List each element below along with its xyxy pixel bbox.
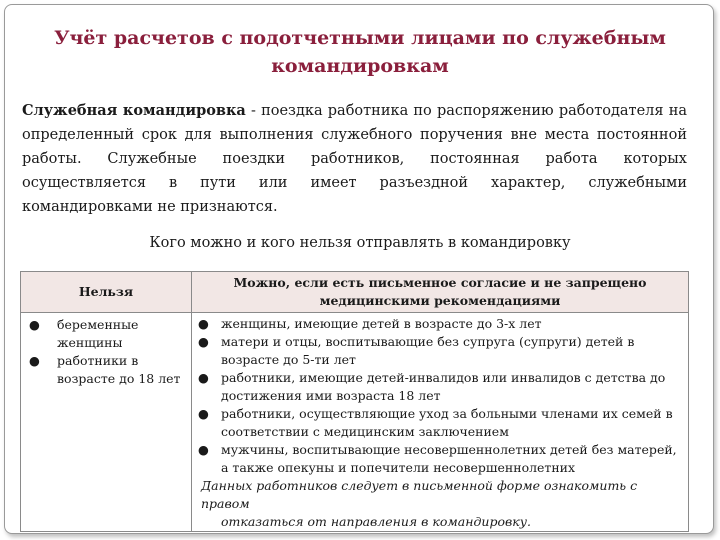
forbidden-column-header: Нельзя xyxy=(21,272,192,313)
title-line-1: Учёт расчетов с подотчетными лицами по служебным xyxy=(54,27,666,49)
allowed-column-header: Можно, если есть письменное согласие и не запрещено медицинскими рекомендациями xyxy=(192,272,689,313)
page-title xyxy=(20,24,700,80)
list-item xyxy=(29,316,185,352)
list-item xyxy=(198,333,682,369)
list-item xyxy=(29,352,185,388)
table-body-row xyxy=(21,313,689,532)
title-line-2: командировкам xyxy=(271,55,449,77)
list-item-text: работники, имеющие детей-инвалидов или инвалидов с детства до достижения ими возраста 18 лет xyxy=(221,370,666,403)
list-item xyxy=(198,405,682,441)
bullet-icon: ● xyxy=(198,442,209,457)
table-header-row xyxy=(21,272,689,313)
list-item-text: работники, осуществляющие уход за больными членами их семей в соответствии с медицинским заключением xyxy=(221,406,673,439)
bullet-icon: ● xyxy=(198,406,209,421)
forbidden-list xyxy=(21,313,191,388)
bullet-icon: ● xyxy=(198,316,209,331)
list-item-text: мужчины, воспитывающие несовершеннолетних детей без матерей, а также опекуны и попечители несовершеннолетних xyxy=(221,442,677,475)
business-trip-table xyxy=(20,271,689,532)
list-item xyxy=(198,369,682,405)
definition-term: Служебная командировка xyxy=(22,102,246,119)
bullet-icon: ● xyxy=(198,334,209,349)
forbidden-cell xyxy=(21,313,192,532)
definition-text: - поездка работника по распоряжению работодателя на определенный срок для выполнения служебного поручения вне места постоянной работы. Служебные поездки работников, постоянная работа которых осуществляется в пути или имеет разъездной характер, служебными командировками не признаются. xyxy=(22,103,687,215)
allowed-list xyxy=(192,313,688,477)
allowed-cell xyxy=(192,313,689,532)
bullet-icon: ● xyxy=(29,317,40,332)
section-subheading: Кого можно и кого нельзя отправлять в командировку xyxy=(149,235,571,251)
note-line-2: отказаться от направления в командировку. xyxy=(221,514,531,529)
note-text xyxy=(192,477,688,531)
list-item-text: работники в возрасте до 18 лет xyxy=(57,353,181,386)
list-item-text: женщины, имеющие детей в возрасте до 3-х лет xyxy=(221,316,542,331)
list-item-text: матери и отцы, воспитывающие без супруга (супруги) детей в возрасте до 5-ти лет xyxy=(221,334,635,367)
list-item-text: беременные женщины xyxy=(57,317,139,350)
list-item xyxy=(198,315,682,333)
note-line-1: Данных работников следует в письменной форме ознакомить с правом xyxy=(201,478,638,511)
bullet-icon: ● xyxy=(198,370,209,385)
list-item xyxy=(198,441,682,477)
bullet-icon: ● xyxy=(29,353,40,368)
definition-paragraph xyxy=(22,99,687,219)
